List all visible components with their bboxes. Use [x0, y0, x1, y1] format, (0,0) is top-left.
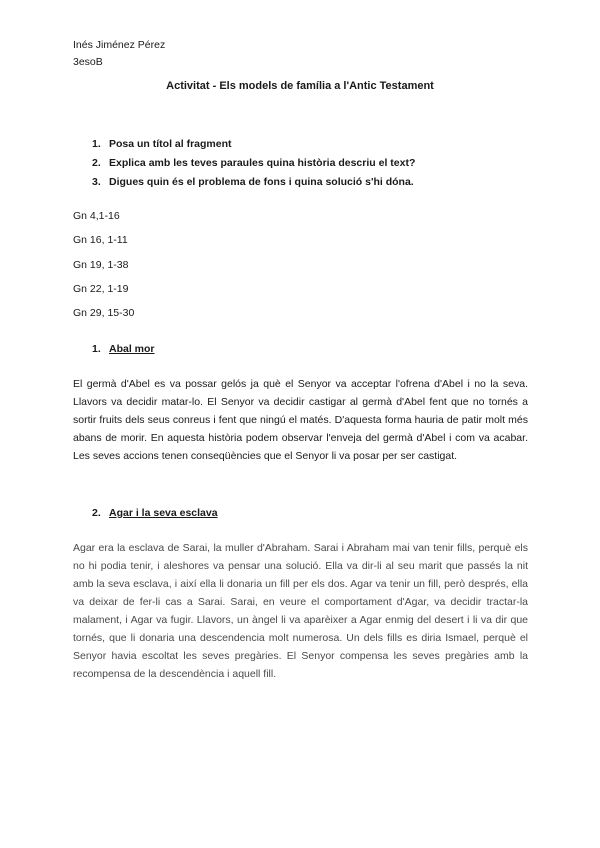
question-text: Explica amb les teves paraules quina història descriu el text? [109, 157, 416, 169]
question-number: 1. [92, 138, 101, 150]
section-paragraph: Agar era la esclava de Sarai, la muller d'Abraham. Sarai i Abraham mai van tenir fills, perquè els no hi podia tenir, i aleshores va pensar una solució. Ella va dir-li al seu marit que passés la nit amb la seva esclava, i així ella li donaria un fill per els dos. Agar va tenir un fill, però després, ella va deixar de fer-li cas a Sarai. Sarai, en veure el comportament d'Agar, va decidir tractar-la malament, i Agar va fugir. Llavors, un àngel li va aparèixer a Agar enmig del desert i li va dir que tornés, que li donaria una descendencia molt numerosa. Un dels fills es diria Ismael, perquè el Senyor havia escoltat les seves pregàries. El Senyor compensa les seves pregàries amb la recompensa de la descendència i aquell fill. [73, 542, 528, 680]
question-number: 2. [92, 157, 101, 169]
reference-item: Gn 29, 15-30 [73, 307, 135, 320]
question-number: 3. [92, 176, 101, 188]
section-heading [92, 507, 218, 519]
reference-item: Gn 22, 1-19 [73, 282, 129, 295]
section-heading [92, 343, 155, 355]
reference-item: Gn 19, 1-38 [73, 258, 129, 271]
question-text: Digues quin és el problema de fons i quina solució s'hi dóna. [109, 176, 414, 188]
author-name: Inés Jiménez Pérez [73, 39, 166, 51]
section-paragraph: El germà d'Abel es va possar gelós ja què el Senyor va acceptar l'ofrena d'Abel i no la seva. Llavors va decidir matar-lo. El Senyor va decidir castigar al germà d'Abel fent que no tornés a sortir fruits dels seus conreus i fent que ningú el matés. D'aquesta forma hauria de patir molt més abans de morir. En aquesta història podem observar l'enveja del germà d'Abel i com va acabar. Les seves accions tenen conseqüències que el Senyor li va posar per ser castigat. [73, 378, 528, 462]
author-block [73, 37, 165, 71]
class-name: 3esoB [73, 56, 103, 68]
section-number: 2. [92, 507, 101, 519]
question-text: Posa un títol al fragment [109, 138, 232, 150]
section-title: Abal mor [109, 343, 155, 355]
question-item [92, 137, 415, 156]
question-list [92, 137, 415, 194]
question-item [92, 175, 415, 194]
reference-item: Gn 4,1-16 [73, 210, 120, 222]
question-item [92, 156, 415, 175]
reference-item: Gn 16, 1-11 [73, 234, 128, 247]
document-title: Activitat - Els models de família a l'Antic Testament [166, 80, 434, 92]
section-title: Agar i la seva esclava [109, 507, 218, 519]
reference-list [73, 209, 134, 330]
section-number: 1. [92, 343, 101, 355]
